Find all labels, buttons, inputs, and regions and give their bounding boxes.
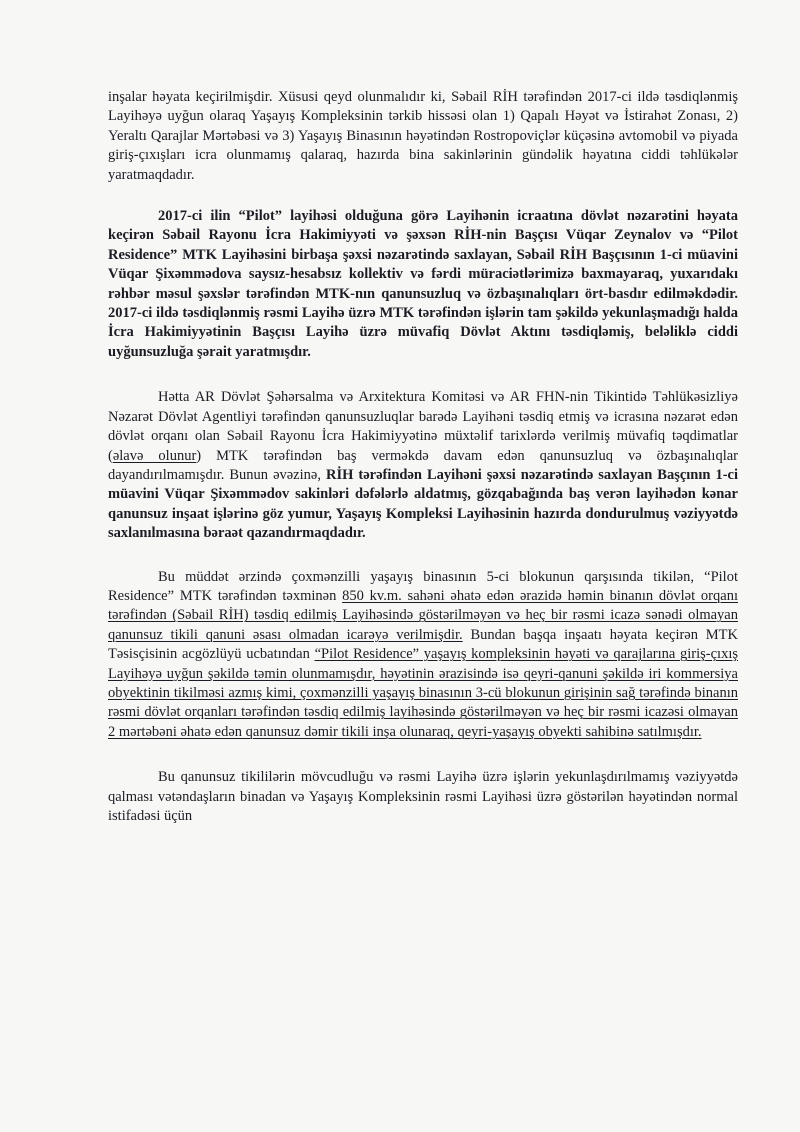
paragraph-illegal-construction xyxy=(108,568,738,743)
paragraph-pilot-project: 2017-ci ilin “Pilot” layihəsi olduğuna görə Layihənin icraatına dövlət nəzarətini həyata keçirən Səbail Rayonu İcra Hakimiyyəti və şəxsən RİH-nin Başçısı Vüqar Zeynalov və “Pilot Residence” MTK Layihəsini birbaşa şəxsi nəzarətində saxlayan, Səbail RİH Başçısının 1-ci müavini Vüqar Şixəmmədova saysız-hesabsız kollektiv və fərdi müraciətlərimizə baxmayaraq, yuxarıdakı rəhbər məsul şəxslər tərəfindən MTK-nın qanunsuzluq və özbaşınalıqları ört-basdır edilməkdədir. 2017-ci ildə təsdiqlənmiş rəsmi Layihə üzrə MTK tərəfindən işlərin tam şəkildə yekunlaşmadığı halda İcra Hakimiyyətinin Başçısı Layihə üzrə müvafiq Dövlət Aktını təsdiqləmiş, beləliklə ciddi uyğunsuzluğa şərait yaratmışdır. xyxy=(108,208,738,360)
paragraph-text: Hətta AR Dövlət Şəhərsalma və Arxitektura Komitəsi və AR FHN-nin Tikintidə Təhlükəsizliyə Nəzarət Dövlət Agentliyi tərəfindən qanunsuzluqlar barədə Layihəni təsdiq etmiş və icrasına nəzarət edən dövlət orqanı olan Səbail Rayonu İcra Hakimiyyətinə müxtəlif tarixlərdə verilmiş müvafiq təqdimatlar ( xyxy=(108,389,738,464)
paragraph-text: ) MTK tərəfindən baş verməkdə davam edən qanunsuzluq və özbaşınalıqlar dayandırılmamışdır. Bunun əvəzinə, xyxy=(108,447,738,483)
attachment-reference: əlavə olunur xyxy=(112,447,197,464)
paragraph-conclusion: Bu qanunsuz tikililərin mövcudluğu və rəsmi Layihə üzrə işlərin yekunlaşdırılmamış vəziyyətdə qalması vətəndaşların binadan və Yaşayış Kompleksinin rəsmi Layihəsi üzrə göstərilən həyətindən normal istifadəsi üçün xyxy=(108,769,738,824)
paragraph-text: Bundan başqa inşaatı həyata keçirən MTK Təsisçisinin acgözlüyü ucbatından xyxy=(108,626,738,663)
paragraph-state-committee xyxy=(108,388,738,543)
underlined-text: “Pilot Residence” yaşayış kompleksinin həyəti və qarajlarına giriş-çıxış Layihəyə uyğun şəkildə təmin olunmamışdır, həyətinin ərazisində isə qeyri-qanuni şəkildə iri kommersiya obyektinin tikilməsi azmış kimi, çoxmənzilli yaşayış binasının 3-cü blokunun girişinin sağ tərəfində binanın rəsmi dövlət orqanları tərəfindən təsdiq edilmiş layihəsində göstərilməyən və heç bir rəsmi icazəsi olmayan 2 mərtəbəni əhatə edən qanunsuz dəmir tikili inşa olunaraq, qeyri-yaşayış obyekti sahibinə satılmışdır. xyxy=(108,646,738,740)
paragraph-text: Bu müddət ərzində çoxmənzilli yaşayış binasının 5-ci blokunun qarşısında tikilən, “Pilot Residence” MTK tərəfindən təxminən xyxy=(108,568,738,604)
paragraph-courtyard-issues: inşalar həyata keçirilmişdir. Xüsusi qeyd olunmalıdır ki, Səbail RİH tərəfindən 2017-ci ildə təsdiqlənmiş Layihəyə uyğun olaraq Yaşayış Kompleksinin tərkib hissəsi olan 1) Qapalı Həyət və İstirahət Zonası, 2) Yeraltı Qarajlar Mərtəbəsi və 3) Yaşayış Binasının həyətindən Rostropoviçlər küçəsinə avtomobil və piyada giriş-çıxışları icra olunmamış qalaraq, hazırda bina sakinlərinin gündəlik həyatına ciddi təhlükələr yaratmaqdadır. xyxy=(108,89,738,183)
underlined-text: 850 kv.m. sahəni əhatə edən ərazidə həmin binanın dövlət orqanı tərəfindən (Səbail RİH) təsdiq edilmiş Layihəsində göstərilməyən və heç bir rəsmi icazə sənədi olmayan qanunsuz tikili qanuni əsası olmadan icarəyə verilmişdir. xyxy=(108,587,738,643)
paragraph-bold-text: RİH tərəfindən Layihəni şəxsi nəzarətində saxlayan Başçının 1-ci müavini Vüqar Şixəmmədov sakinləri dəfələrlə aldatmış, gözqabağında baş verən layihədən kənar qanunsuz inşaat işlərinə göz yumur, Yaşayış Kompleksi Layihəsinin hazırda dondurulmuş vəziyyətdə saxlanılmasına bəraət qazandırmaqdadır. xyxy=(108,466,739,542)
